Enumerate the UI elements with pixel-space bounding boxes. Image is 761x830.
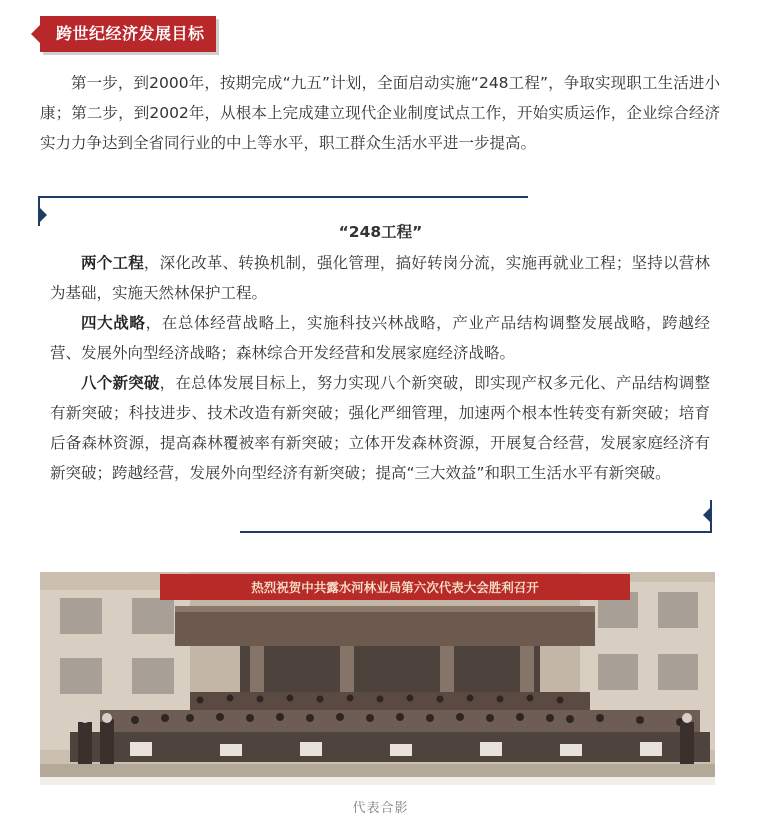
program-item bbox=[50, 308, 710, 368]
photo-banner-text: 热烈祝贺中共露水河林业局第六次代表大会胜利召开 bbox=[251, 580, 539, 595]
program-item bbox=[50, 248, 710, 308]
program-title: “248工程” bbox=[338, 223, 423, 241]
intro-paragraph: 第一步，到2000年，按期完成“九五”计划，全面启动实施“248工程”，争取实现职工生活进小康；第二步，到2002年，从根本上完成建立现代企业制度试点工作，开始实质运作，企业综合经济实力力争达到全省同行业的中上等水平，职工群众生活水平进一步提高。 bbox=[40, 74, 720, 152]
frame-bottom-arrow bbox=[703, 508, 710, 522]
program-item-text: ，在总体发展目标上，努力实现八个新突破，即实现产权多元化、产品结构调整有新突破；科技进步、技术改造有新突破；强化严细管理，加速两个根本性转变有新突破；培育后备森林资源，提高森林覆被率有新突破；立体开发森林资源，开展复合经营，发展家庭经济有新突破；跨越经营，发展外向型经济有新突破；提高“三大效益”和职工生活水平有新突破。 bbox=[50, 374, 710, 482]
program-body bbox=[50, 248, 710, 488]
section-tag bbox=[40, 16, 216, 52]
program-item-text: ，在总体经营战略上，实施科技兴林战略，产业产品结构调整发展战略，跨越经营、发展外向型经济战略；森林综合开发经营和发展家庭经济战略。 bbox=[50, 314, 710, 362]
frame-bottom-bracket bbox=[710, 500, 712, 533]
group-photo-illustration bbox=[40, 572, 715, 785]
program-item-head: 四大战略 bbox=[81, 314, 146, 332]
photo-caption: 代表合影 bbox=[352, 801, 409, 816]
program-item bbox=[50, 368, 710, 488]
frame-top-line bbox=[38, 196, 528, 198]
program-item-head: 八个新突破 bbox=[81, 374, 160, 392]
program-item-head: 两个工程 bbox=[81, 254, 144, 272]
group-photo bbox=[40, 572, 715, 785]
frame-bottom-line bbox=[240, 531, 712, 533]
program-item-text: ，深化改革、转换机制，强化管理，搞好转岗分流，实施再就业工程；坚持以营林为基础，实施天然林保护工程。 bbox=[50, 254, 710, 302]
section-tag-label: 跨世纪经济发展目标 bbox=[56, 24, 205, 43]
